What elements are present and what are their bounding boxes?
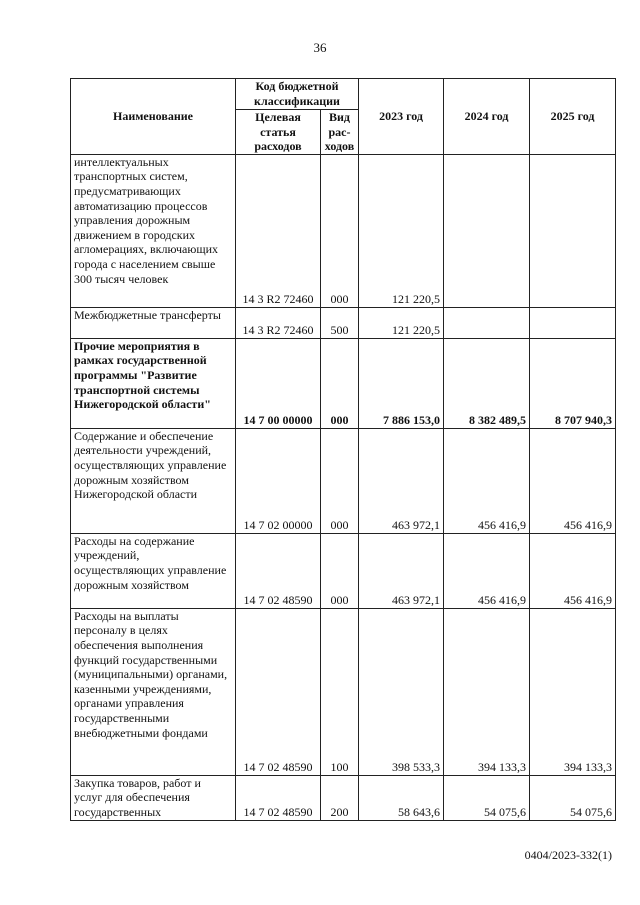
row-value-2025: 8 707 940,3 [530,338,616,428]
row-expense-type: 500 [321,307,359,338]
header-name: Наименование [71,79,236,155]
row-value-2023: 463 972,1 [359,533,444,608]
row-target-article: 14 7 02 48590 [236,608,321,775]
table-row [71,428,616,533]
row-value-2024 [444,307,530,338]
row-value-2024: 54 075,6 [444,775,530,820]
row-value-2025: 54 075,6 [530,775,616,820]
row-value-2023: 121 220,5 [359,307,444,338]
header-year-2023: 2023 год [359,79,444,155]
header-row-top [71,79,616,110]
budget-table [70,78,616,821]
row-name: интеллектуальных транспортных систем, предусматривающих автоматизацию процессов управления дорожным движением в городских агломерациях, включающих города с населением свыше 300 тысяч человек [71,154,236,307]
table-row [71,338,616,428]
row-value-2024: 456 416,9 [444,428,530,533]
table-row [71,307,616,338]
row-name: Расходы на содержание учреждений, осуществляющих управление дорожным хозяйством [71,533,236,608]
row-value-2025 [530,154,616,307]
row-value-2024 [444,154,530,307]
row-expense-type: 000 [321,533,359,608]
row-target-article: 14 7 00 00000 [236,338,321,428]
row-value-2025: 456 416,9 [530,533,616,608]
row-expense-type: 000 [321,428,359,533]
row-value-2025 [530,307,616,338]
header-target-article: Целевая статья расходов [236,110,321,155]
row-value-2025: 456 416,9 [530,428,616,533]
row-target-article: 14 7 02 48590 [236,533,321,608]
row-expense-type: 000 [321,154,359,307]
table-row [71,775,616,820]
table-row [71,533,616,608]
row-value-2024: 456 416,9 [444,533,530,608]
row-expense-type: 000 [321,338,359,428]
row-name: Содержание и обеспечение деятельности учреждений, осуществляющих управление дорожным хозяйством Нижегородской области [71,428,236,533]
row-target-article: 14 7 02 48590 [236,775,321,820]
row-value-2024: 8 382 489,5 [444,338,530,428]
row-target-article: 14 3 R2 72460 [236,307,321,338]
row-name: Межбюджетные трансферты [71,307,236,338]
table-row [71,608,616,775]
row-name: Расходы на выплаты персоналу в целях обеспечения выполнения функций государственными (муниципальными) органами, казенными учреждениями, органами управления государственными внебюджетными фондами [71,608,236,775]
header-expense-type: Вид рас-ходов [321,110,359,155]
document-code: 0404/2023-332(1) [524,848,612,862]
row-value-2023: 398 533,3 [359,608,444,775]
header-year-2024: 2024 год [444,79,530,155]
table-row [71,154,616,307]
row-value-2023: 58 643,6 [359,775,444,820]
row-expense-type: 100 [321,608,359,775]
row-value-2023: 121 220,5 [359,154,444,307]
header-year-2025: 2025 год [530,79,616,155]
row-value-2023: 7 886 153,0 [359,338,444,428]
row-value-2025: 394 133,3 [530,608,616,775]
row-name: Прочие мероприятия в рамках государственной программы "Развитие транспортной системы Нижегородской области" [71,338,236,428]
row-target-article: 14 3 R2 72460 [236,154,321,307]
row-target-article: 14 7 02 00000 [236,428,321,533]
row-name: Закупка товаров, работ и услуг для обеспечения государственных [71,775,236,820]
row-expense-type: 200 [321,775,359,820]
header-code-group: Код бюджетной классификации [236,79,359,110]
page-number: 36 [313,40,327,55]
row-value-2023: 463 972,1 [359,428,444,533]
row-value-2024: 394 133,3 [444,608,530,775]
